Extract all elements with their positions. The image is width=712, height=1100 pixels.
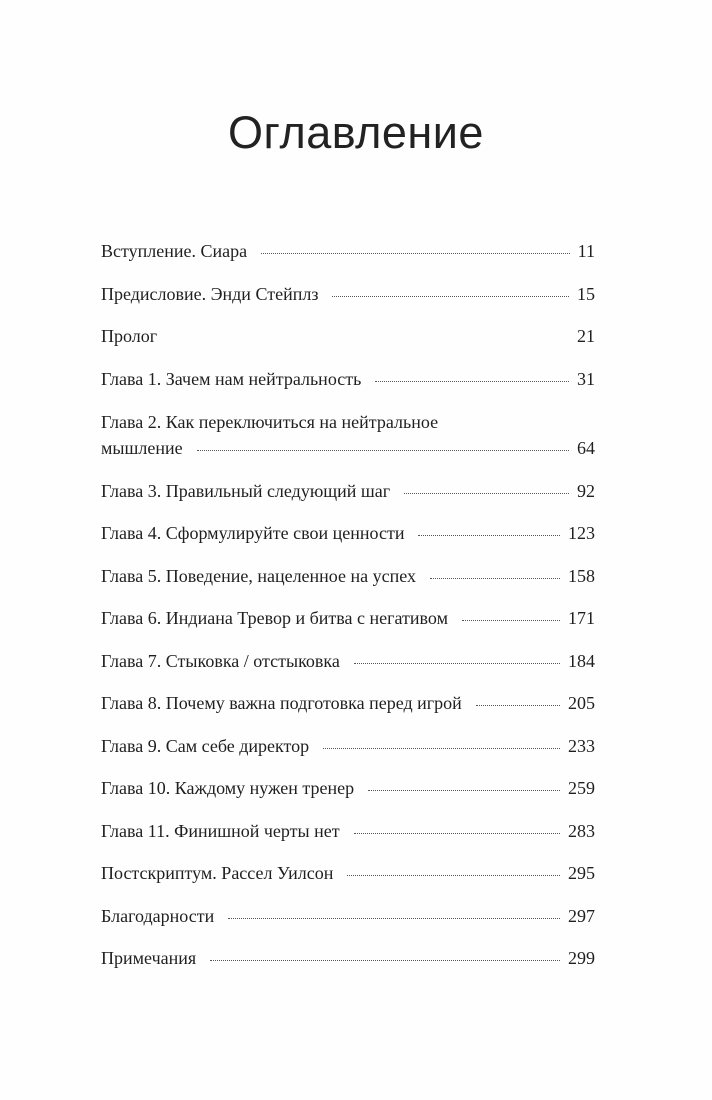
toc-page-number: 205 xyxy=(568,693,595,713)
toc-page-number: 11 xyxy=(577,241,595,261)
dot-leader xyxy=(430,578,560,579)
toc-entry xyxy=(101,563,595,589)
toc-entry-title: Примечания xyxy=(101,948,197,968)
toc-entry-title: Предисловие. Энди Стейплз xyxy=(101,284,319,304)
toc-entry xyxy=(101,690,595,716)
toc-entry xyxy=(101,409,595,461)
toc-page-number: 15 xyxy=(577,284,595,304)
toc-page-number: 158 xyxy=(568,566,595,586)
toc-entry-title: Благодарности xyxy=(101,906,215,926)
toc-entry xyxy=(101,520,595,546)
toc-entry xyxy=(101,818,595,844)
toc-page-number: 92 xyxy=(577,481,595,501)
toc-entry-title: Пролог xyxy=(101,326,158,346)
toc-entry-title: Глава 6. Индиана Тревор и битва с негативом xyxy=(101,608,448,628)
toc-entry xyxy=(101,775,595,801)
dot-leader xyxy=(354,833,560,834)
toc-entry xyxy=(101,605,595,631)
toc-entry-title: Глава 10. Каждому нужен тренер xyxy=(101,778,355,798)
dot-leader xyxy=(197,450,569,451)
toc-entry-title-line2: мышление xyxy=(101,438,183,458)
toc-entry-title: Глава 8. Почему важна подготовка перед игрой xyxy=(101,693,462,713)
toc-page-number: 299 xyxy=(568,948,595,968)
toc-page-number: 171 xyxy=(568,608,595,628)
toc-page-number: 259 xyxy=(568,778,595,798)
toc-page-number: 184 xyxy=(568,651,595,671)
toc-entry-title: Глава 5. Поведение, нацеленное на успех xyxy=(101,566,417,586)
toc-entry-title: Глава 4. Сформулируйте свои ценности xyxy=(101,523,405,543)
dot-leader xyxy=(368,790,560,791)
dot-leader xyxy=(332,296,569,297)
dot-leader xyxy=(354,663,560,664)
toc-entry xyxy=(101,238,595,264)
toc-entry-title: Глава 9. Сам себе директор xyxy=(101,736,310,756)
dot-leader xyxy=(210,960,560,961)
toc-page-number: 123 xyxy=(568,523,595,543)
toc-entry xyxy=(101,903,595,929)
dot-leader xyxy=(347,875,560,876)
toc-page-number: 283 xyxy=(568,821,595,841)
toc-page-number: 31 xyxy=(577,369,595,389)
toc-entry-title: Постскриптум. Рассел Уилсон xyxy=(101,863,334,883)
toc-entry-title: Глава 1. Зачем нам нейтральность xyxy=(101,369,362,389)
toc-page-number: 233 xyxy=(568,736,595,756)
toc-entry xyxy=(101,281,595,307)
dot-leader xyxy=(171,338,569,339)
toc-entry xyxy=(101,323,595,349)
toc-entry-title: Глава 3. Правильный следующий шаг xyxy=(101,481,391,501)
toc-page-number: 21 xyxy=(577,326,595,346)
toc-entry-title: Глава 11. Финишной черты нет xyxy=(101,821,340,841)
dot-leader xyxy=(261,253,570,254)
toc-entry xyxy=(101,945,595,971)
dot-leader xyxy=(228,918,560,919)
dot-leader xyxy=(476,705,560,706)
toc-page-number: 64 xyxy=(577,438,595,458)
toc-entry-title: Вступление. Сиара xyxy=(101,241,248,261)
dot-leader xyxy=(323,748,560,749)
toc-entry-title: Глава 7. Стыковка / отстыковка xyxy=(101,651,340,671)
toc-page-number: 297 xyxy=(568,906,595,926)
toc-entry xyxy=(101,733,595,759)
dot-leader xyxy=(418,535,560,536)
toc-entry xyxy=(101,366,595,392)
toc-entry-title-line1: Глава 2. Как переключиться на нейтральное xyxy=(101,412,439,432)
page-title: Оглавление xyxy=(228,107,484,158)
toc-page-number: 295 xyxy=(568,863,595,883)
toc-entry xyxy=(101,478,595,504)
dot-leader xyxy=(404,493,569,494)
toc-entry xyxy=(101,860,595,886)
dot-leader xyxy=(462,620,560,621)
dot-leader xyxy=(375,381,569,382)
toc-entry xyxy=(101,648,595,674)
